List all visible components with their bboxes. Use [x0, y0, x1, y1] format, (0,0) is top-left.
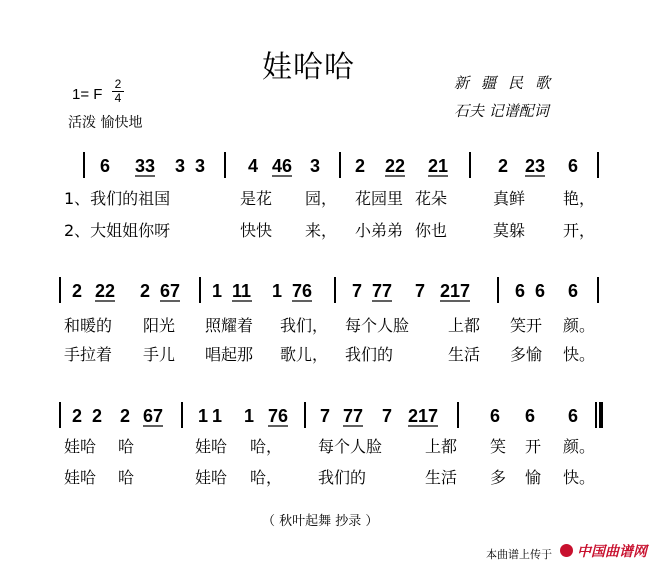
note-group: 2: [92, 406, 103, 426]
lyric-syllable: 花朵: [415, 189, 448, 208]
lyric-syllable: 每个人脸: [318, 437, 383, 456]
lyric-syllable: 是花: [240, 189, 273, 208]
lyric-syllable: 快。: [563, 345, 596, 364]
lyric-syllable: 生活: [425, 468, 458, 487]
note-group: 1: [244, 406, 255, 426]
note-group: 6: [515, 281, 526, 301]
lyric-syllable: 生活: [448, 345, 481, 364]
lyric-syllable: 快快: [240, 221, 273, 240]
note-group: 7: [320, 406, 331, 426]
lyric-syllable: 照耀着: [205, 316, 254, 335]
lyric-syllable: 上都: [448, 316, 481, 335]
note-group: 3: [175, 156, 186, 176]
upload-footer: 本曲谱上传于: [486, 548, 552, 561]
lyric-syllable: 愉: [525, 468, 542, 487]
note-group: 22: [95, 281, 116, 301]
site-name: 中国曲谱网: [577, 544, 647, 560]
lyric-syllable: 哈: [118, 468, 135, 487]
lyric-syllable: 娃哈: [195, 468, 228, 487]
source-note: （ 秋叶起舞 抄录 ）: [262, 514, 379, 529]
lyric-syllable: 哈: [118, 437, 135, 456]
note-group: 6: [490, 406, 501, 426]
lyric-syllable: 园，: [305, 189, 338, 208]
note-group: 77: [343, 406, 364, 426]
note-group: 217: [440, 281, 471, 301]
note-group: 11: [232, 281, 252, 301]
lyric-syllable: 歌儿，: [280, 345, 329, 364]
note-group: 2: [355, 156, 366, 176]
note-group: 7: [415, 281, 426, 301]
note-group: 217: [408, 406, 439, 426]
logo-mark-icon: [560, 544, 573, 557]
lyric-syllable: 多愉: [510, 345, 543, 364]
note-group: 2: [140, 281, 151, 301]
lyric-syllable: 阳光: [143, 316, 176, 335]
lyric-syllable: 艳，: [563, 189, 596, 208]
note-group: 23: [525, 156, 546, 176]
note-group: 6: [525, 406, 536, 426]
lyric-syllable: 真鲜: [493, 189, 526, 208]
note-group: 33: [135, 156, 156, 176]
note-group: 67: [143, 406, 164, 426]
note-group: 1: [212, 406, 223, 426]
lyric-syllable: 娃哈: [64, 468, 97, 487]
note-group: 77: [372, 281, 393, 301]
lyric-syllable: 娃哈: [64, 437, 97, 456]
note-group: 4: [248, 156, 259, 176]
lyric-syllable: 开: [525, 437, 542, 456]
lyric-syllable: 颜。: [563, 437, 596, 456]
time-signature-top: 2: [114, 77, 122, 91]
note-group: 1: [272, 281, 283, 301]
note-group: 1: [212, 281, 223, 301]
lyric-syllable: 颜。: [563, 316, 596, 335]
lyric-syllable: 和暖的: [64, 316, 113, 335]
note-group: 3: [310, 156, 321, 176]
origin-credit: 新疆民歌: [454, 74, 563, 92]
lyric-syllable: 娃哈: [195, 437, 228, 456]
site-logo: [560, 541, 666, 561]
lyric-syllable: 手儿: [143, 345, 176, 364]
lyric-syllable: 小弟弟: [355, 221, 404, 240]
tempo-marking: 活泼 愉快地: [68, 115, 143, 131]
lyric-syllable: 来，: [305, 221, 338, 240]
note-group: 3: [195, 156, 206, 176]
note-group: 76: [268, 406, 289, 426]
note-group: 2: [498, 156, 509, 176]
note-group: 67: [160, 281, 181, 301]
lyric-syllable: 我们，: [280, 316, 329, 335]
lyric-syllable: 莫躲: [493, 221, 526, 240]
note-group: 6: [568, 406, 579, 426]
lyric-syllable: 开，: [563, 221, 596, 240]
song-title: 娃哈哈: [262, 50, 355, 85]
lyric-syllable: 笑: [490, 437, 507, 456]
note-group: 2: [120, 406, 131, 426]
lyric-syllable: 我们的: [345, 345, 394, 364]
note-group: 7: [382, 406, 393, 426]
time-signature-bottom: 4: [114, 91, 122, 105]
lyric-syllable: 每个人脸: [345, 316, 410, 335]
lyric-syllable: 哈，: [250, 468, 283, 487]
note-group: 2: [72, 406, 83, 426]
lyric-syllable: 笑开: [510, 316, 543, 335]
lyric-syllable: 2、大姐姐你呀: [64, 221, 171, 240]
note-group: 21: [428, 156, 449, 176]
note-group: 46: [272, 156, 293, 176]
note-group: 1: [198, 406, 209, 426]
note-group: 6: [568, 281, 579, 301]
lyric-syllable: 多: [490, 468, 507, 487]
note-group: 6: [568, 156, 579, 176]
lyric-syllable: 我们的: [318, 468, 367, 487]
note-group: 6: [535, 281, 546, 301]
lyric-syllable: 哈，: [250, 437, 283, 456]
note-group: 2: [72, 281, 83, 301]
note-group: 6: [100, 156, 111, 176]
lyric-syllable: 1、我们的祖国: [64, 189, 171, 208]
arranger-credit: 石夫 记谱配词: [454, 102, 549, 120]
lyric-syllable: 上都: [425, 437, 458, 456]
lyric-syllable: 你也: [415, 221, 448, 240]
note-group: 7: [352, 281, 363, 301]
lyric-syllable: 快。: [563, 468, 596, 487]
lyric-syllable: 手拉着: [64, 345, 113, 364]
lyric-syllable: 唱起那: [205, 345, 254, 364]
lyric-syllable: 花园里: [355, 189, 404, 208]
note-group: 22: [385, 156, 406, 176]
key-signature: 1= F: [72, 86, 103, 103]
note-group: 76: [292, 281, 313, 301]
